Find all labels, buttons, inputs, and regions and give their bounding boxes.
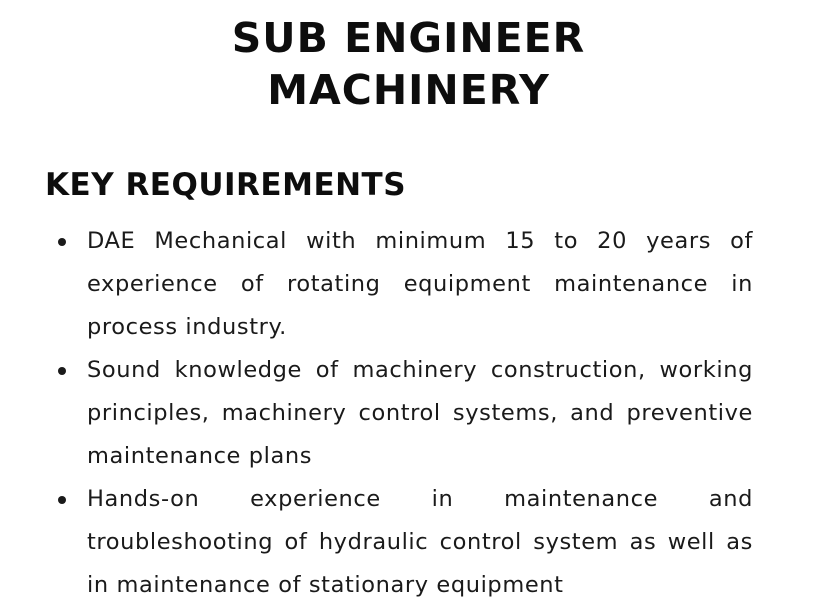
- requirement-text: Sound knowledge of machinery construction, working principles, machinery control systems, and preventive maintenance plans: [87, 357, 753, 469]
- requirement-item: [87, 349, 753, 478]
- requirements-list: [0, 220, 817, 607]
- bullet-icon: [58, 238, 66, 246]
- job-title-line-1: SUB ENGINEER: [231, 14, 586, 62]
- job-title-line-2: MACHINERY: [267, 66, 550, 114]
- bullet-icon: [58, 367, 66, 375]
- requirement-text: DAE Mechanical with minimum 15 to 20 years of experience of rotating equipment maintenance in process industry.: [87, 228, 753, 340]
- requirement-item: [87, 478, 753, 607]
- key-requirements-heading: KEY REQUIREMENTS: [45, 167, 407, 203]
- bullet-icon: [58, 496, 66, 504]
- requirement-text: Hands-on experience in maintenance and troubleshooting of hydraulic control system as well as in maintenance of stationary equipment: [87, 486, 753, 598]
- requirement-item: [87, 220, 753, 349]
